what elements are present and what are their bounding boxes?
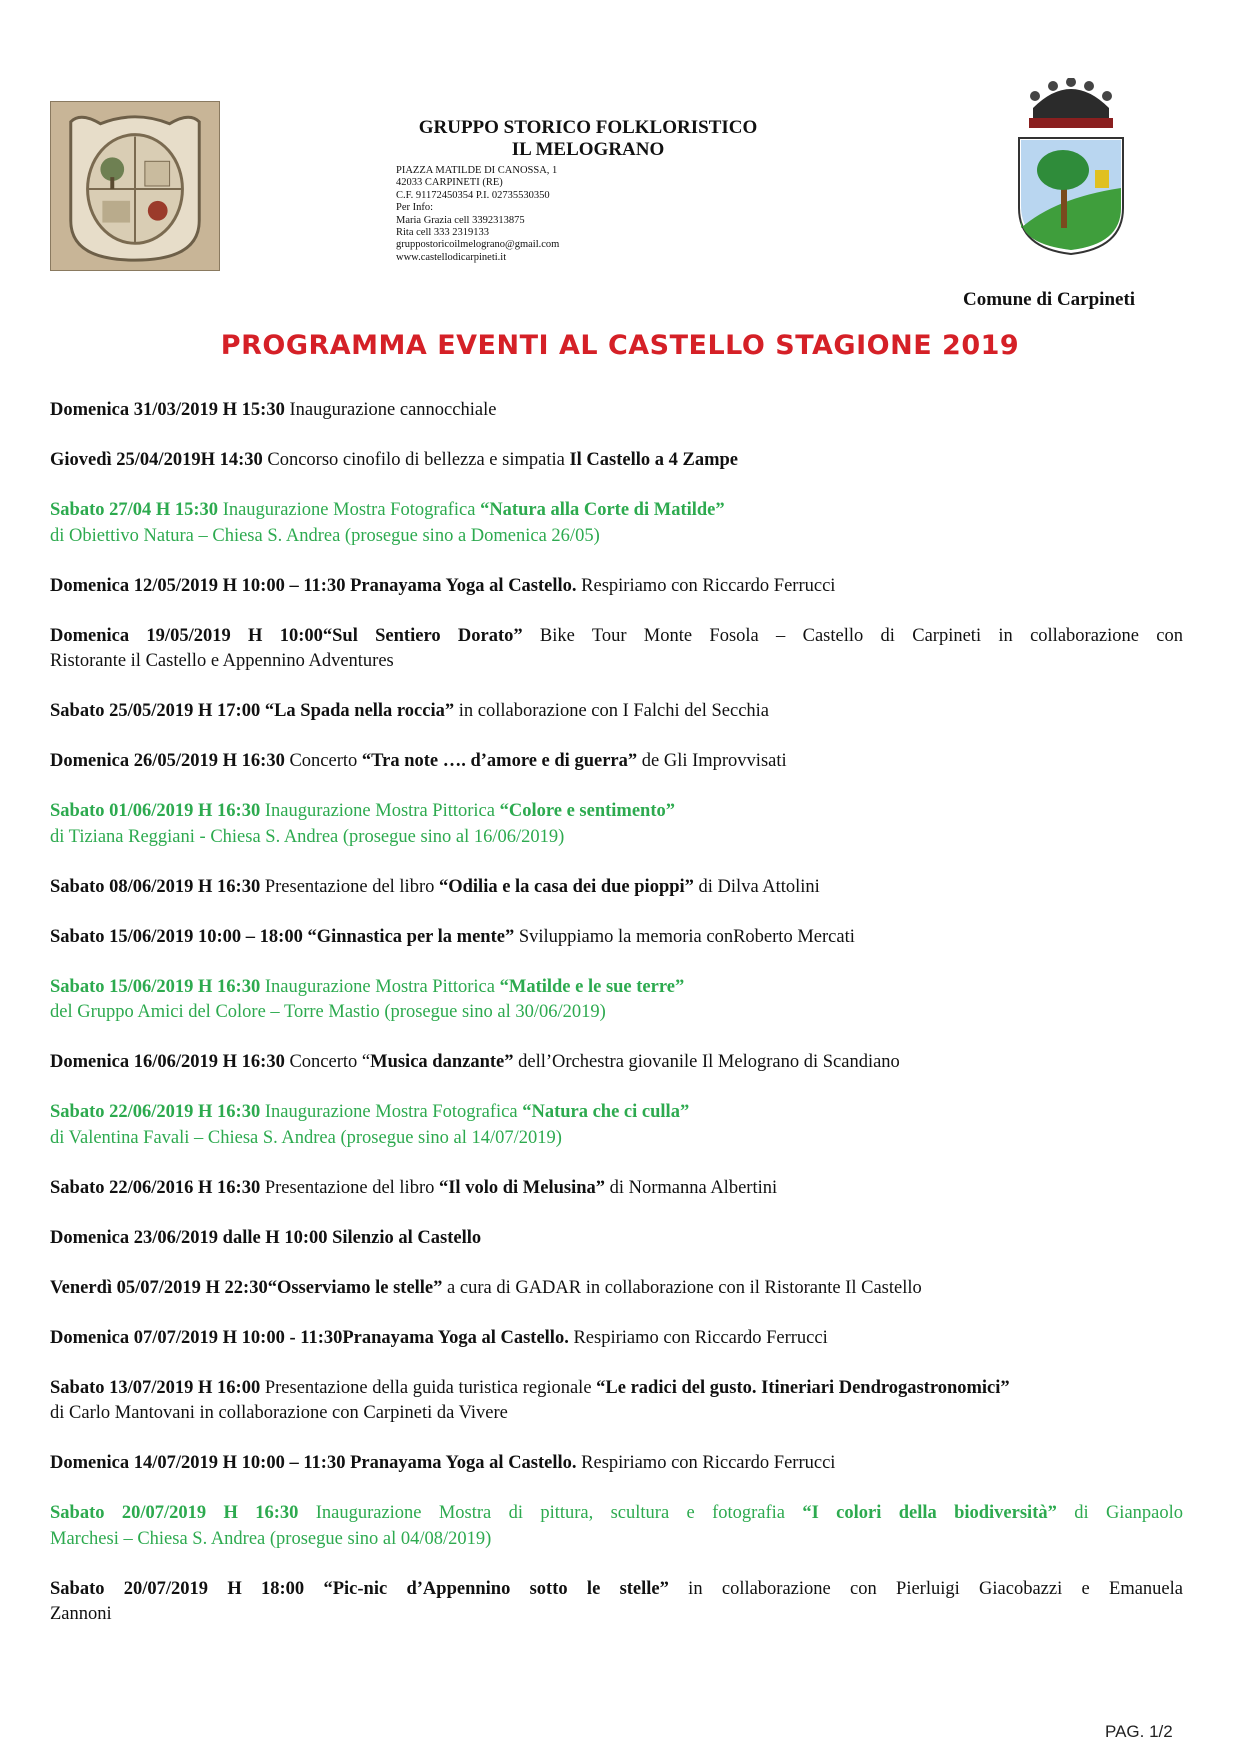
event-item [50, 1501, 1183, 1552]
event-description-end: de Gli Improvvisati [637, 751, 787, 771]
org-email: gruppostoricoilmelograno@gmail.com [396, 239, 560, 251]
event-description: in collaborazione con Pierluigi Giacobazzi e Emanuela [668, 1578, 1183, 1599]
event-datetime: Sabato 15/06/2019 10:00 – 18:00 “Ginnastica per la mente” [50, 926, 515, 947]
event-item [50, 925, 1183, 951]
event-datetime: Domenica 07/07/2019 H 10:00 - 11:30Pranayama Yoga al Castello. [50, 1327, 569, 1348]
event-datetime: Sabato 15/06/2019 H 16:30 [50, 976, 261, 997]
event-description: a cura di GADAR in collaborazione con il Ristorante Il Castello [442, 1277, 922, 1298]
event-item [50, 624, 1183, 675]
event-description: Concerto “ [284, 1052, 371, 1072]
org-tax-ids: C.F. 91172450354 P.I. 02735530350 [396, 189, 550, 201]
event-highlight: “Natura alla Corte di Matilde” [480, 500, 725, 520]
event-description: Inaugurazione Mostra Fotografica [218, 500, 481, 520]
event-highlight: “Le radici del gusto. Itineriari Dendrogastronomici” [596, 1377, 1010, 1398]
event-datetime: Domenica 19/05/2019 H 10:00“Sul Sentiero Dorato” [50, 625, 523, 646]
org-contact-2: Rita cell 333 2319133 [396, 227, 490, 239]
event-datetime: Sabato 22/06/2016 H 16:30 [50, 1177, 261, 1198]
event-datetime: Domenica 26/05/2019 H 16:30 [50, 751, 285, 771]
event-description: Respiriamo con Riccardo Ferrucci [568, 1327, 828, 1348]
event-datetime: Sabato 08/06/2019 H 16:30 [50, 876, 261, 897]
event-datetime: Sabato 01/06/2019 H 16:30 [50, 801, 261, 821]
page-number: PAG. 1/2 [1105, 1722, 1173, 1741]
event-list [50, 398, 1183, 1652]
melograno-logo [50, 101, 220, 271]
event-description: in collaborazione con I Falchi del Secchia [454, 701, 770, 721]
event-details: di Valentina Favali – Chiesa S. Andrea (prosegue sino al 14/07/2019) [50, 1127, 562, 1148]
event-item [50, 799, 1183, 850]
event-datetime: Sabato 22/06/2019 H 16:30 [50, 1102, 261, 1122]
event-description: Respiriamo con Riccardo Ferrucci [576, 575, 836, 596]
event-description: Inaugurazione Mostra di pittura, scultura e fotografia [298, 1503, 803, 1523]
event-description: Inaugurazione Mostra Fotografica [260, 1102, 523, 1122]
event-description: Concorso cinofilo di bellezza e simpatia [262, 450, 570, 470]
event-highlight: “I colori della biodiversità” [802, 1503, 1057, 1523]
event-description: Presentazione della guida turistica regionale [260, 1377, 597, 1398]
org-contact-info [396, 165, 796, 264]
event-datetime: Giovedì 25/04/2019H 14:30 [50, 450, 263, 470]
event-datetime: Sabato 20/07/2019 H 18:00 “Pic-nic d’Appennino sotto le stelle” [50, 1578, 669, 1599]
event-datetime: Sabato 25/05/2019 H 17:00 “La Spada nella roccia” [50, 701, 455, 721]
org-address: PIAZZA MATILDE DI CANOSSA, 1 [396, 165, 558, 176]
comune-crest [1015, 78, 1127, 258]
event-details: di Tiziana Reggiani - Chiesa S. Andrea (prosegue sino al 16/06/2019) [50, 826, 565, 847]
event-item [50, 749, 1183, 775]
crown-shield-icon [1015, 78, 1127, 258]
event-item [50, 1100, 1183, 1151]
event-highlight: “Odilia e la casa dei due pioppi” [438, 876, 694, 897]
event-description-end: di Dilva Attolini [693, 876, 820, 897]
event-description-end: di Normanna Albertini [605, 1177, 778, 1198]
event-item [50, 448, 1183, 474]
event-details: Marchesi – Chiesa S. Andrea (prosegue sino al 04/08/2019) [50, 1528, 492, 1549]
event-item [50, 975, 1183, 1026]
event-details: del Gruppo Amici del Colore – Torre Mastio (prosegue sino al 30/06/2019) [50, 1002, 606, 1022]
event-item [50, 1176, 1183, 1202]
event-datetime: Sabato 13/07/2019 H 16:00 [50, 1377, 261, 1398]
event-datetime: Sabato 27/04 H 15:30 [50, 500, 219, 520]
event-item [50, 1577, 1183, 1628]
event-highlight: Musica danzante” [370, 1052, 514, 1072]
event-item [50, 1050, 1183, 1076]
event-description: Inaugurazione cannocchiale [284, 400, 497, 420]
org-name-line2: IL MELOGRANO [511, 139, 665, 160]
organization-header [396, 117, 796, 264]
event-datetime: Domenica 16/06/2019 H 16:30 [50, 1052, 285, 1072]
event-description-end: dell’Orchestra giovanile Il Melograno di Scandiano [513, 1052, 900, 1072]
comune-label: Comune di Carpineti [963, 289, 1136, 310]
event-description: Bike Tour Monte Fosola – Castello di Carpineti in collaborazione con [522, 625, 1183, 646]
event-highlight: “Matilde e le sue terre” [499, 976, 685, 997]
event-description: Presentazione del libro [260, 1177, 439, 1198]
event-details: Ristorante il Castello e Appennino Adventures [50, 651, 394, 671]
event-datetime: Domenica 12/05/2019 H 10:00 – 11:30 Pranayama Yoga al Castello. [50, 575, 577, 596]
event-details: di Obiettivo Natura – Chiesa S. Andrea (prosegue sino a Domenica 26/05) [50, 525, 600, 546]
event-item [50, 398, 1183, 424]
event-description: Concerto [284, 751, 362, 771]
melograno-emblem-icon [51, 102, 219, 270]
event-description: Inaugurazione Mostra Pittorica [260, 801, 500, 821]
event-details: di Carlo Mantovani in collaborazione con Carpineti da Vivere [50, 1403, 508, 1423]
event-highlight: “Colore e sentimento” [499, 801, 675, 821]
org-city: 42033 CARPINETI (RE) [396, 177, 503, 189]
event-item [50, 574, 1183, 600]
org-name-line1: GRUPPO STORICO FOLKLORISTICO [418, 117, 758, 138]
event-description: Respiriamo con Riccardo Ferrucci [576, 1453, 836, 1473]
org-contact-1: Maria Grazia cell 3392313875 [396, 214, 525, 226]
event-description-end: di Gianpaolo [1056, 1503, 1184, 1523]
org-website: www.castellodicarpineti.it [396, 251, 507, 263]
event-description: Presentazione del libro [260, 876, 439, 897]
event-highlight: “Il volo di Melusina” [438, 1177, 605, 1198]
event-details: Zannoni [50, 1604, 112, 1624]
event-highlight: “Natura che ci culla” [522, 1102, 690, 1122]
event-datetime: Domenica 31/03/2019 H 15:30 [50, 400, 285, 420]
event-highlight: Il Castello a 4 Zampe [569, 450, 739, 470]
event-datetime: Sabato 20/07/2019 H 16:30 [50, 1503, 299, 1523]
event-datetime: Domenica 23/06/2019 dalle H 10:00 Silenzio al Castello [50, 1227, 482, 1248]
org-info-label: Per Info: [396, 202, 434, 214]
event-description: Sviluppiamo la memoria conRoberto Mercati [514, 926, 855, 947]
event-item [50, 498, 1183, 549]
event-item [50, 1226, 1183, 1252]
event-highlight: “Tra note …. d’amore e di guerra” [361, 751, 638, 771]
event-item [50, 875, 1183, 901]
event-datetime: Venerdì 05/07/2019 H 22:30“Osserviamo le stelle” [50, 1277, 443, 1298]
event-item [50, 1376, 1183, 1427]
event-item [50, 699, 1183, 725]
event-item [50, 1276, 1183, 1302]
event-item [50, 1326, 1183, 1352]
event-datetime: Domenica 14/07/2019 H 10:00 – 11:30 Pranayama Yoga al Castello. [50, 1453, 577, 1473]
page-title: PROGRAMMA EVENTI AL CASTELLO STAGIONE 2019 [220, 330, 1020, 361]
event-item [50, 1451, 1183, 1477]
event-description: Inaugurazione Mostra Pittorica [260, 976, 500, 997]
